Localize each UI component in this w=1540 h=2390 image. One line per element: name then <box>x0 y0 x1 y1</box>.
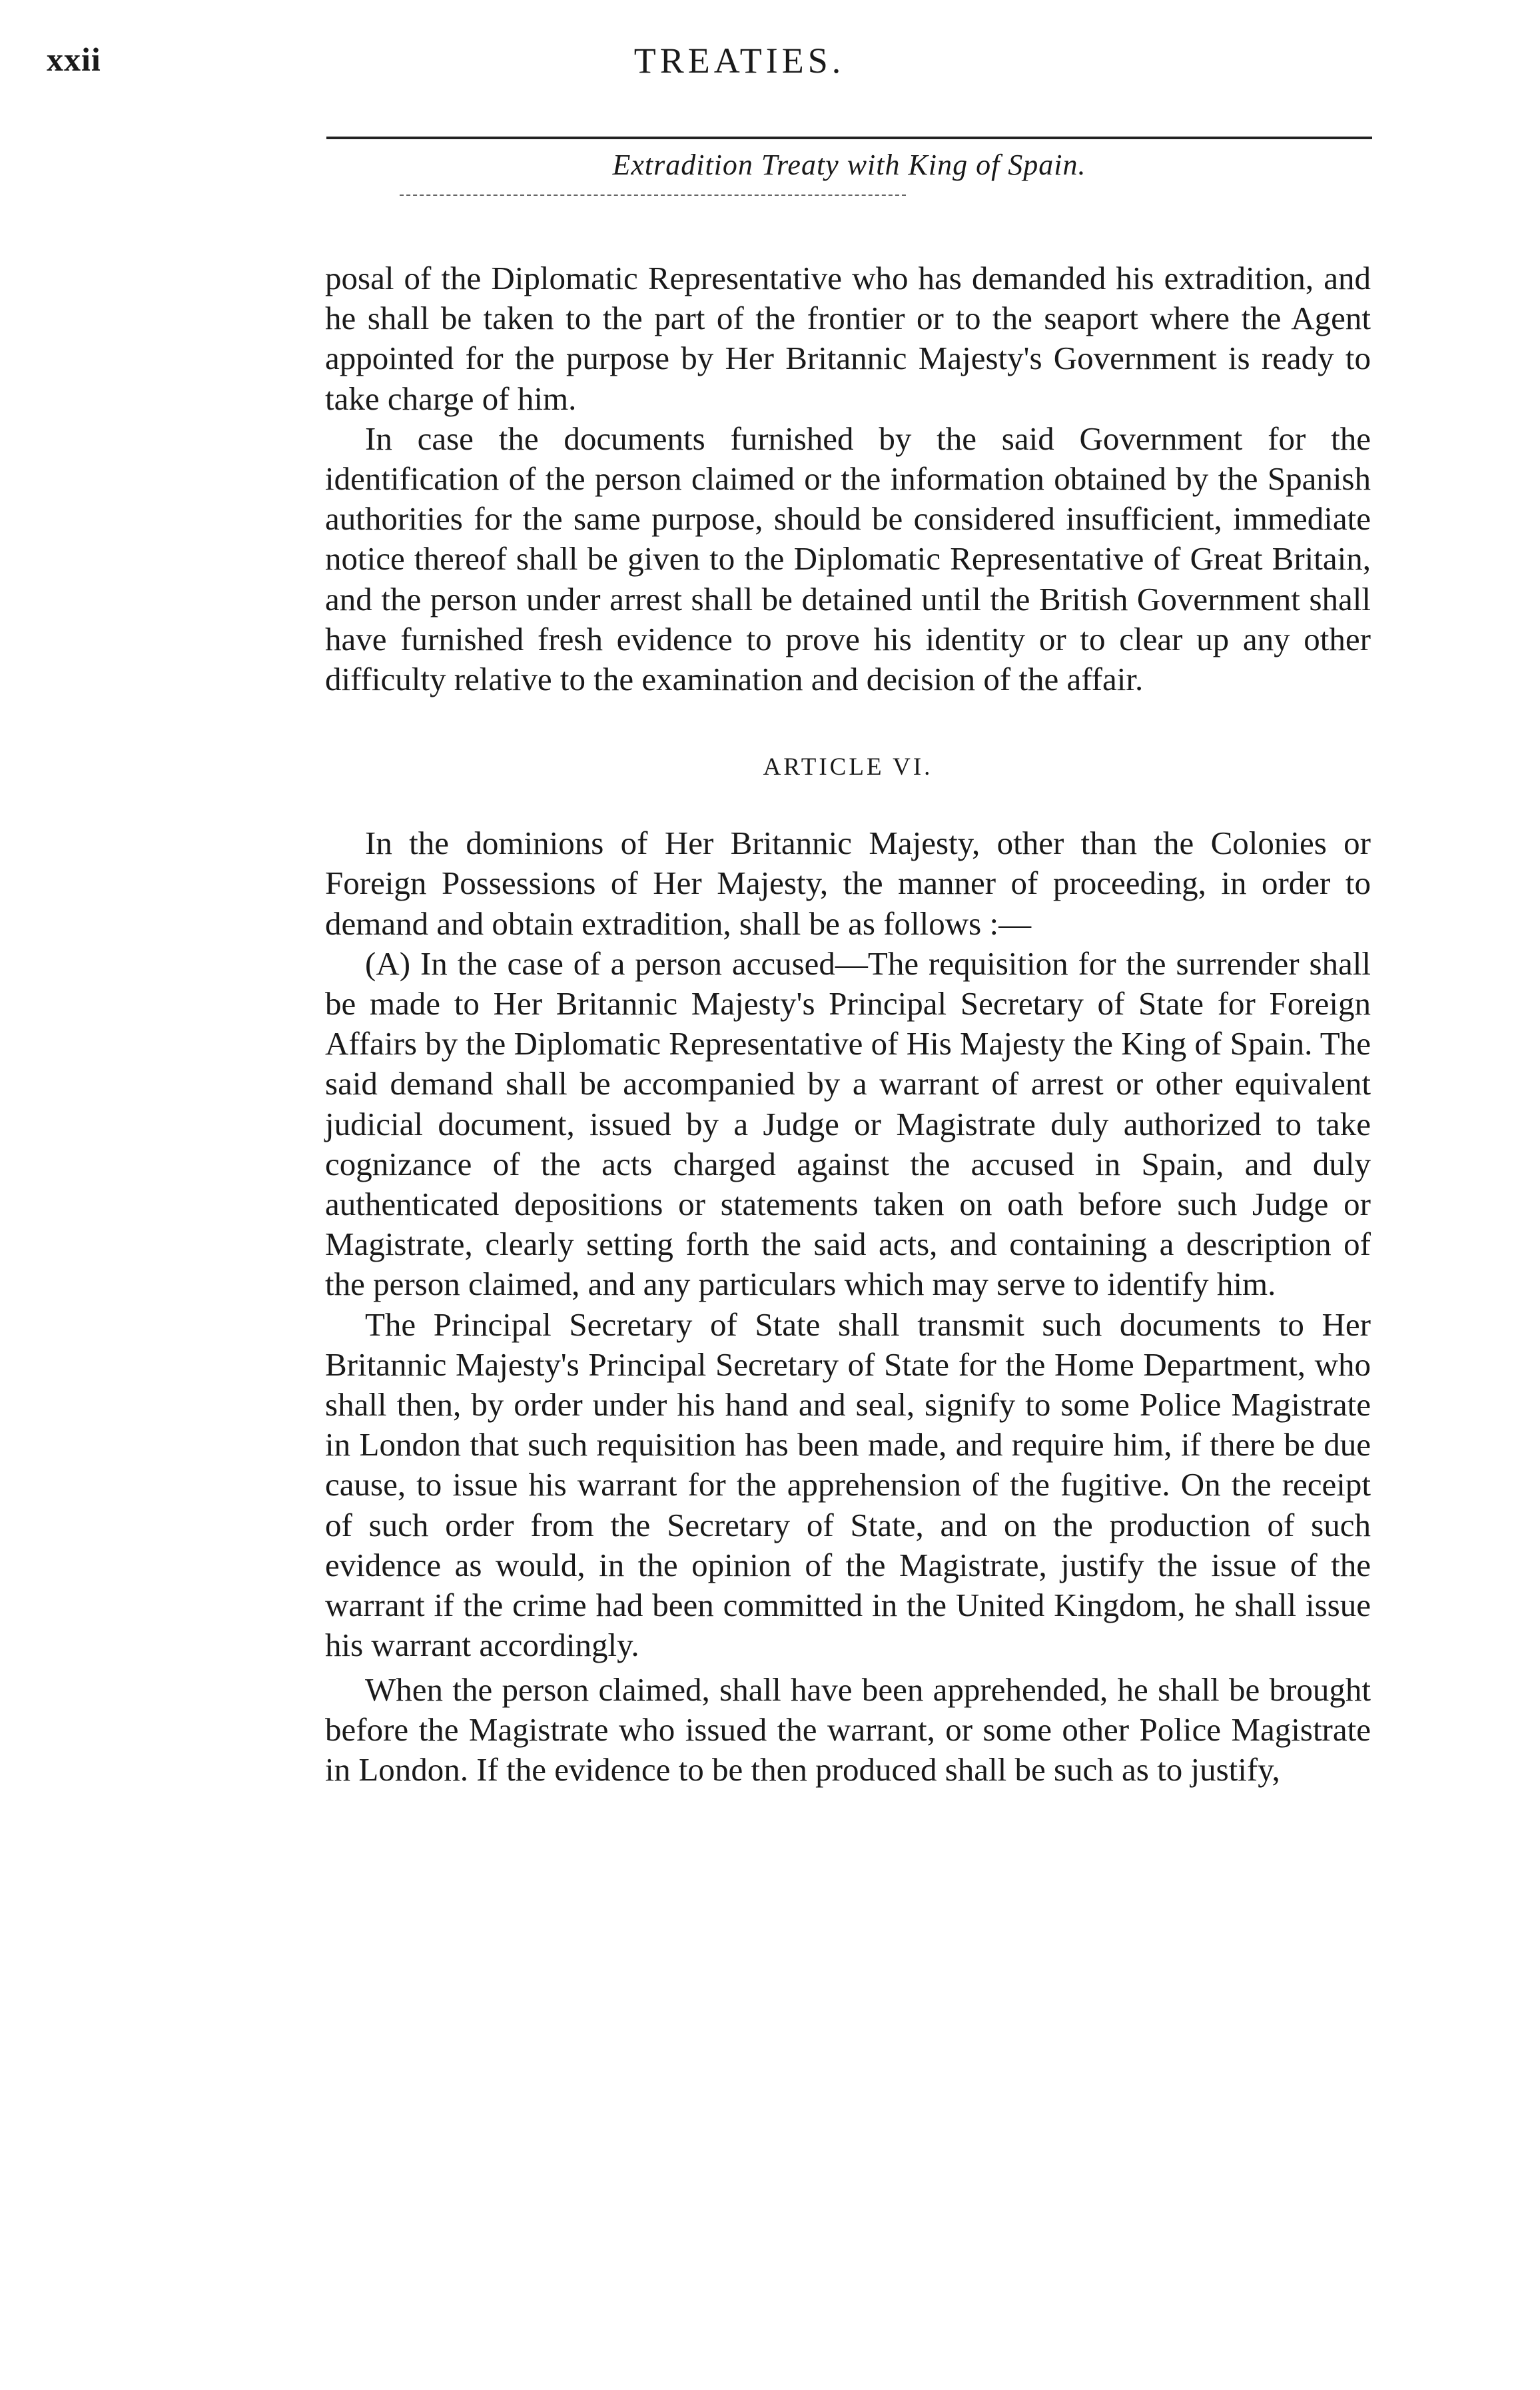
body-text <box>325 258 1371 1790</box>
header-rule <box>326 137 1372 139</box>
paragraph: The Principal Secretary of State shall transmit such documents to Her Britannic Majesty's Principal Secretary of State for the Home Department, who shall then, by order under his hand and seal, signify to some Police Magistrate in London that such requisition has been made, and require him, if there be due cause, to issue his warrant for the apprehension of the fugitive. On the receipt of such order from the Secretary of State, and on the production of such evidence as would, in the opinion of the Magistrate, justify the issue of the warrant if the crime had been committed in the United Kingdom, he shall issue his warrant accordingly. <box>325 1306 1371 1664</box>
running-title: TREATIES. <box>633 41 845 81</box>
paragraph: In case the documents furnished by the said Government for the identification of the person claimed or the information obtained by the Spanish authorities for the same purpose, should be considered insufficient, immediate notice thereof shall be given to the Diplomatic Representative of Great Britain, and the person under arrest shall be detained until the British Government shall have furnished fresh evidence to prove his identity or to clear up any other difficulty relative to the examination and decision of the affair. <box>325 420 1371 698</box>
page-number: xxii <box>47 41 101 78</box>
paragraph: (A) In the case of a person accused—The requisition for the surrender shall be made to Her Britannic Majesty's Principal Secretary of State for Foreign Affairs by the Diplomatic Representative of His Majesty the King of Spain. The said demand shall be accompanied by a warrant of arrest or other equivalent judicial document, issued by a Judge or Magistrate duly authorized to take cognizance of the acts charged against the accused in Spain, and duly authenticated depositions or statements taken on oath before such Judge or Magistrate, clearly setting forth the said acts, and containing a description of the person claimed, and any particulars which may serve to identify him. <box>325 945 1371 1303</box>
running-head <box>47 40 1385 93</box>
article-heading: ARTICLE VI. <box>763 753 933 781</box>
paragraph: In the dominions of Her Britannic Majesty, other than the Colonies or Foreign Possessions of Her Majesty, the manner of proceeding, in order to demand and obtain extradition, shall be as follows :— <box>325 825 1371 942</box>
paragraph: When the person claimed, shall have been apprehended, he shall be brought before the Magistrate who issued the warrant, or some other Police Magistrate in London. If the evidence to be then produced shall be such as to justify, <box>325 1671 1371 1788</box>
paragraph: posal of the Diplomatic Representative who has demanded his extradition, and he shall be taken to the part of the frontier or to the seaport where the Agent appointed for the purpose by Her Britannic Majesty's Government is ready to take charge of him. <box>325 260 1371 417</box>
section-subtitle: Extradition Treaty with King of Spain. <box>612 149 1086 181</box>
subtitle-rule <box>400 195 906 196</box>
